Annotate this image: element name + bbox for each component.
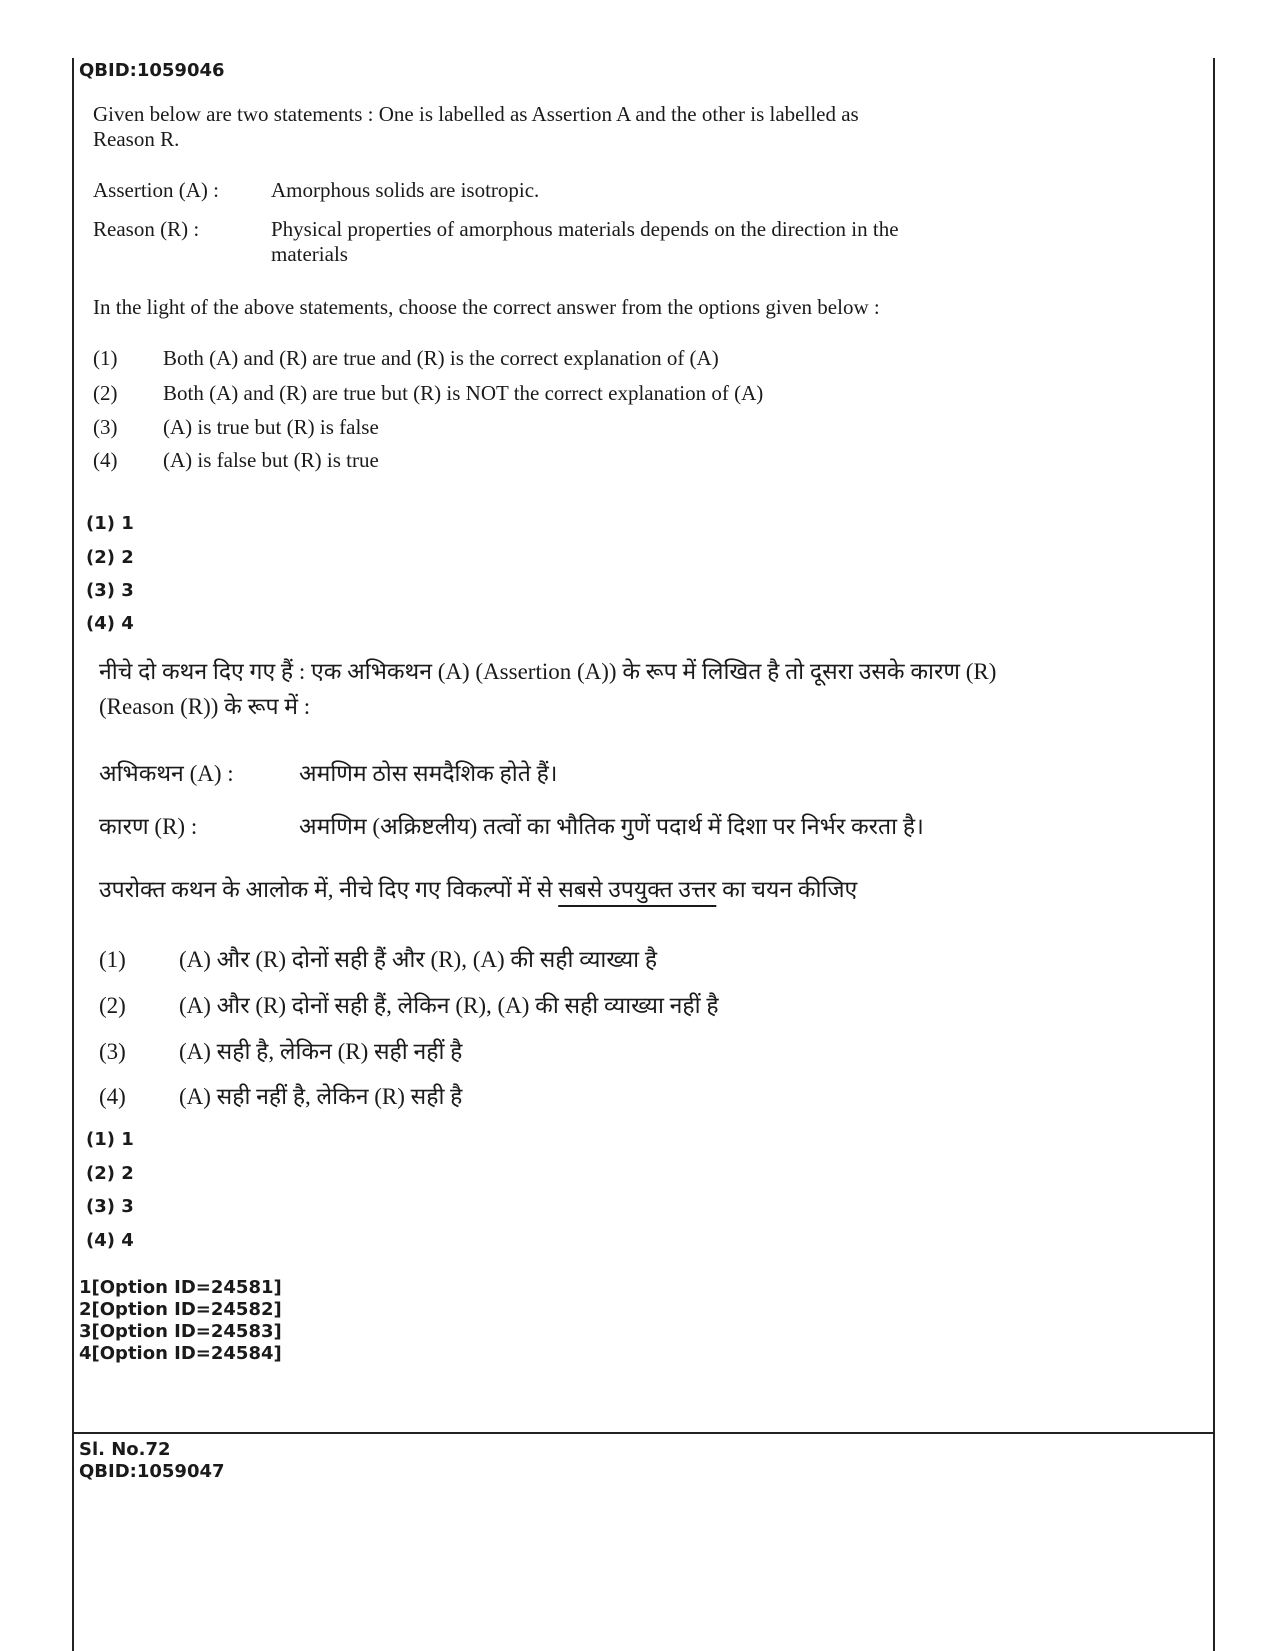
hindi-assertion-label: अभिकथन (A) : bbox=[99, 761, 234, 786]
next-qbid-label: QBID:1059047 bbox=[79, 1461, 225, 1482]
hindi-intro-line1: नीचे दो कथन दिए गए हैं : एक अभिकथन (A) (Assertion (A)) के रूप में लिखित है तो दूसरा उसके कारण (R) bbox=[99, 659, 997, 684]
option-id-list bbox=[79, 1277, 282, 1365]
question-divider bbox=[72, 1432, 1215, 1434]
hindi-instruction-underlined: सबसे उपयुक्त उत्तर bbox=[558, 877, 717, 902]
english-option-text: (A) is true but (R) is false bbox=[163, 415, 379, 439]
hindi-instruction bbox=[99, 876, 857, 904]
answer-choice: (4) 4 bbox=[86, 1230, 134, 1251]
english-option-text: Both (A) and (R) are true and (R) is the correct explanation of (A) bbox=[163, 346, 719, 370]
hindi-option-text: (A) और (R) दोनों सही हैं और (R), (A) की सही व्याख्या है bbox=[179, 947, 658, 972]
hindi-reason-text: अमणिम (अक्रिष्टलीय) तत्वों का भौतिक गुणें पदार्थ में दिशा पर निर्भर करता है। bbox=[299, 814, 924, 839]
english-option-text: (A) is false but (R) is true bbox=[163, 448, 379, 472]
page-border-left bbox=[72, 58, 74, 1651]
answer-choice: (1) 1 bbox=[86, 513, 134, 534]
english-intro-line1: Given below are two statements : One is labelled as Assertion A and the other is labelled as bbox=[93, 102, 859, 126]
hindi-intro-line2: (Reason (R)) के रूप में : bbox=[99, 694, 311, 719]
hindi-instruction-post: का चयन कीजिए bbox=[716, 877, 858, 902]
option-id: 4[Option ID=24584] bbox=[79, 1343, 282, 1364]
hindi-option-num: (1) bbox=[99, 947, 126, 972]
hindi-instruction-pre: उपरोक्त कथन के आलोक में, नीचे दिए गए विकल्पों में से bbox=[99, 877, 559, 902]
hindi-option-num: (4) bbox=[99, 1084, 126, 1109]
answer-choice: (4) 4 bbox=[86, 613, 134, 634]
english-reason-text-line1: Physical properties of amorphous materials depends on the direction in the bbox=[271, 217, 899, 241]
english-option-num: (4) bbox=[93, 448, 118, 472]
english-reason-label: Reason (R) : bbox=[93, 217, 200, 241]
answer-choice: (3) 3 bbox=[86, 1196, 134, 1217]
english-option-num: (2) bbox=[93, 381, 118, 405]
option-id: 3[Option ID=24583] bbox=[79, 1321, 282, 1342]
option-id: 2[Option ID=24582] bbox=[79, 1299, 282, 1320]
option-id: 1[Option ID=24581] bbox=[79, 1277, 282, 1298]
hindi-reason-label: कारण (R) : bbox=[99, 814, 198, 839]
hindi-option-text: (A) सही है, लेकिन (R) सही नहीं है bbox=[179, 1039, 463, 1064]
english-intro-line2: Reason R. bbox=[93, 127, 180, 151]
page-border-right bbox=[1213, 58, 1215, 1651]
hindi-option-num: (3) bbox=[99, 1039, 126, 1064]
english-option-num: (3) bbox=[93, 415, 118, 439]
hindi-option-num: (2) bbox=[99, 993, 126, 1018]
english-reason-text-line2: materials bbox=[271, 242, 348, 266]
english-option-num: (1) bbox=[93, 346, 118, 370]
answer-choice: (3) 3 bbox=[86, 580, 134, 601]
qbid-label: QBID:1059046 bbox=[79, 60, 225, 81]
answer-choice: (2) 2 bbox=[86, 1163, 134, 1184]
answer-choice: (1) 1 bbox=[86, 1129, 134, 1150]
hindi-assertion-text: अमणिम ठोस समदैशिक होते हैं। bbox=[299, 761, 558, 786]
hindi-option-text: (A) और (R) दोनों सही हैं, लेकिन (R), (A) की सही व्याख्या नहीं है bbox=[179, 993, 719, 1018]
english-assertion-label: Assertion (A) : bbox=[93, 178, 219, 202]
hindi-option-text: (A) सही नहीं है, लेकिन (R) सही है bbox=[179, 1084, 463, 1109]
serial-number: Sl. No.72 bbox=[79, 1439, 171, 1460]
answer-choice: (2) 2 bbox=[86, 547, 134, 568]
next-question-header bbox=[79, 1439, 225, 1483]
english-option-text: Both (A) and (R) are true but (R) is NOT the correct explanation of (A) bbox=[163, 381, 764, 405]
english-instruction: In the light of the above statements, choose the correct answer from the options given below : bbox=[93, 295, 880, 319]
english-assertion-text: Amorphous solids are isotropic. bbox=[271, 178, 540, 202]
